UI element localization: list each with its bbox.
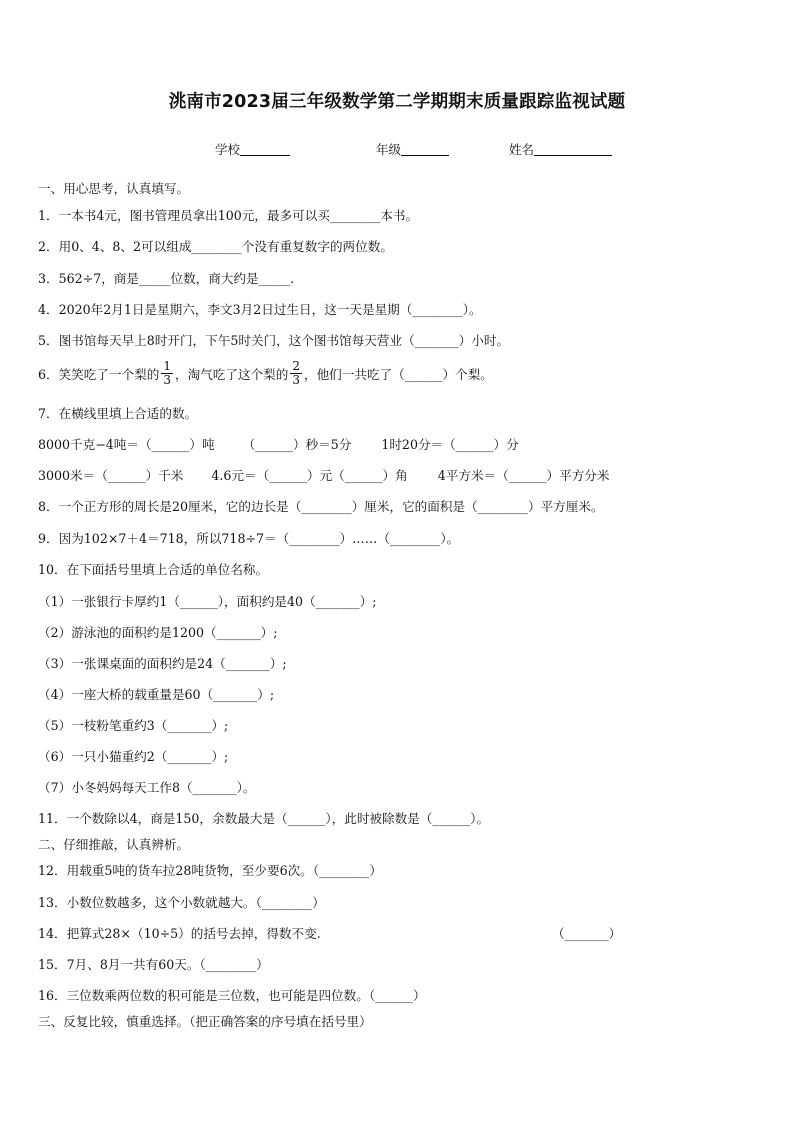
question-2: 2．用0、4、8、2可以组成________个没有重复数字的两位数。 xyxy=(38,239,393,254)
section-heading-2: 二、仔细推敲，认真辨析。 xyxy=(38,837,190,852)
question-14 xyxy=(38,926,321,942)
question-10-item-1: （1）一张银行卡厚约1（______），面积约是40（_______）; xyxy=(38,594,377,609)
question-7: 7．在横线里填上合适的数。 xyxy=(38,406,198,421)
question-10-item-6: （6）一只小猫重约2（_______）; xyxy=(38,749,229,764)
question-6 xyxy=(38,360,493,390)
school-field xyxy=(215,140,290,158)
grade-label: 年级 xyxy=(376,142,402,157)
question-10-item-5: （5）一枝粉笔重约3（_______）; xyxy=(38,718,229,733)
exam-title: 洮南市2023届三年级数学第二学期期末质量跟踪监视试题 xyxy=(168,92,626,112)
grade-field xyxy=(376,140,449,158)
question-3: 3．562÷7，商是_____位数，商大约是_____. xyxy=(38,271,295,286)
question-10-item-4: （4）一座大桥的载重量是60（_______）; xyxy=(38,687,275,702)
fraction-two-thirds xyxy=(290,360,302,387)
question-10-item-3: （3）一张课桌面的面积约是24（_______）; xyxy=(38,656,287,671)
question-7-row-1 xyxy=(38,437,519,453)
question-4: 4．2020年2月1日是星期六，李文3月2日过生日，这一天是星期（________）。 xyxy=(38,302,482,317)
school-blank[interactable] xyxy=(240,142,290,156)
question-16: 16．三位数乘两位数的积可能是三位数，也可能是四位数。（______） xyxy=(38,988,426,1003)
question-6-part-a: 6．笑笑吃了一个梨的 xyxy=(38,367,160,382)
q7-row2-item-b: 4.6元＝（______）元（______）角 xyxy=(211,468,408,483)
q7-row1-item-a: 8000千克−4吨＝（______）吨 xyxy=(38,437,215,452)
question-1: 1．一本书4元，图书管理员拿出100元，最多可以买________本书。 xyxy=(38,208,419,223)
question-6-part-b: ，淘气吃了这个梨的 xyxy=(175,367,289,382)
fraction-one-third xyxy=(161,360,173,387)
section-heading-1: 一、用心思考，认真填写。 xyxy=(38,181,190,196)
question-11: 11．一个数除以4，商是150，余数最大是（______），此时被除数是（______）。 xyxy=(38,811,490,826)
question-10-item-7: （7）小冬妈妈每天工作8（_______）。 xyxy=(38,780,256,795)
question-8: 8．一个正方形的周长是20厘米，它的边长是（________）厘米，它的面积是（________）平方厘米。 xyxy=(38,499,604,514)
q7-row1-item-b: （______）秒＝5分 xyxy=(242,437,352,452)
question-13: 13．小数位数越多，这个小数就越大。（________） xyxy=(38,895,325,910)
question-10: 10．在下面括号里填上合适的单位名称。 xyxy=(38,562,269,577)
question-14-answer-blank[interactable]: （_______） xyxy=(552,926,622,941)
q7-row1-item-c: 1时20分＝（______）分 xyxy=(381,437,519,452)
fraction-numerator: 1 xyxy=(163,359,171,373)
q7-row2-item-a: 3000米＝（______）千米 xyxy=(38,468,184,483)
name-field xyxy=(509,140,612,158)
fraction-denominator: 3 xyxy=(292,373,300,387)
question-14-text: 14．把算式28×（10÷5）的括号去掉，得数不变. xyxy=(38,926,321,941)
question-6-part-c: ，他们一共吃了（______）个梨。 xyxy=(303,367,493,382)
question-12: 12．用载重5吨的货车拉28吨货物，至少要6次。（________） xyxy=(38,863,383,878)
question-9: 9．因为102×7＋4＝718，所以718÷7＝（________）……（________）。 xyxy=(38,531,460,546)
question-7-row-2 xyxy=(38,468,609,484)
question-5: 5．图书馆每天早上8时开门，下午5时关门，这个图书馆每天营业（_______）小时。 xyxy=(38,333,510,348)
name-label: 姓名 xyxy=(509,142,535,157)
school-label: 学校 xyxy=(215,142,241,157)
fraction-denominator: 3 xyxy=(163,373,171,387)
question-15: 15．7月、8月一共有60天。（________） xyxy=(38,957,269,972)
section-heading-3: 三、反复比较，慎重选择。（把正确答案的序号填在括号里） xyxy=(38,1014,372,1029)
question-10-item-2: （2）游泳池的面积约是1200（_______）; xyxy=(38,625,278,640)
name-blank[interactable] xyxy=(534,142,612,156)
fraction-numerator: 2 xyxy=(292,359,300,373)
q7-row2-item-c: 4平方米＝（______）平方分米 xyxy=(437,468,610,483)
grade-blank[interactable] xyxy=(401,142,449,156)
